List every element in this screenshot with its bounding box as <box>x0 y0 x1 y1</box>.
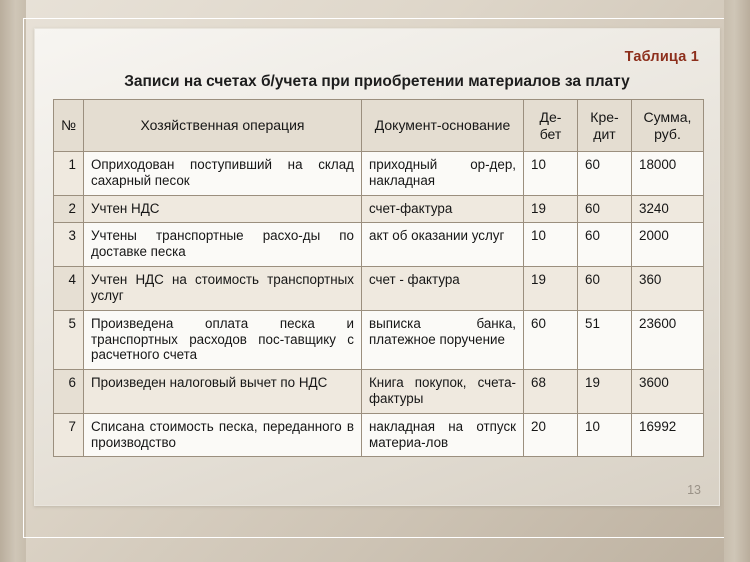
cell-document: выписка банка, платежное поручение <box>362 310 524 369</box>
cell-sum: 360 <box>632 267 704 311</box>
cell-sum: 16992 <box>632 413 704 457</box>
cell-number: 1 <box>54 152 84 196</box>
table-row <box>54 267 704 311</box>
column-header-sum: Сумма, руб. <box>632 100 704 152</box>
cell-credit: 60 <box>578 195 632 223</box>
cell-operation: Списана стоимость песка, переданного в производство <box>84 413 362 457</box>
cell-operation: Произведен налоговый вычет по НДС <box>84 370 362 414</box>
cell-debit: 10 <box>524 152 578 196</box>
cell-credit: 60 <box>578 267 632 311</box>
cell-debit: 19 <box>524 195 578 223</box>
table-caption: Таблица 1 <box>624 49 699 65</box>
cell-operation: Учтен НДС <box>84 195 362 223</box>
cell-document: счет-фактура <box>362 195 524 223</box>
cell-document: Книга покупок, счета-фактуры <box>362 370 524 414</box>
column-header-credit: Кре-дит <box>578 100 632 152</box>
cell-sum: 3600 <box>632 370 704 414</box>
cell-credit: 60 <box>578 223 632 267</box>
column-header-operation: Хозяйственная операция <box>84 100 362 152</box>
cell-document: приходный ор-дер, накладная <box>362 152 524 196</box>
cell-debit: 19 <box>524 267 578 311</box>
cell-sum: 2000 <box>632 223 704 267</box>
cell-sum: 3240 <box>632 195 704 223</box>
cell-document: акт об оказании услуг <box>362 223 524 267</box>
cell-number: 6 <box>54 370 84 414</box>
table-row <box>54 223 704 267</box>
slide-content-panel <box>34 28 720 506</box>
cell-number: 5 <box>54 310 84 369</box>
cell-sum: 23600 <box>632 310 704 369</box>
cell-credit: 19 <box>578 370 632 414</box>
accounting-entries-table <box>53 99 704 457</box>
table-header-row <box>54 100 704 152</box>
cell-number: 2 <box>54 195 84 223</box>
cell-credit: 60 <box>578 152 632 196</box>
page-title: Записи на счетах б/учета при приобретении материалов за плату <box>124 73 630 90</box>
cell-number: 4 <box>54 267 84 311</box>
cell-debit: 10 <box>524 223 578 267</box>
cell-document: накладная на отпуск материа-лов <box>362 413 524 457</box>
cell-credit: 51 <box>578 310 632 369</box>
table-row <box>54 152 704 196</box>
cell-sum: 18000 <box>632 152 704 196</box>
table-body <box>54 152 704 457</box>
cell-operation: Учтены транспортные расхо-ды по доставке песка <box>84 223 362 267</box>
cell-document: счет - фактура <box>362 267 524 311</box>
cell-operation: Оприходован поступивший на склад сахарный песок <box>84 152 362 196</box>
column-header-number: № <box>54 100 84 152</box>
column-header-document: Документ-основание <box>362 100 524 152</box>
cell-operation: Произведена оплата песка и транспортных расходов пос-тавщику с расчетного счета <box>84 310 362 369</box>
table-row <box>54 370 704 414</box>
cell-debit: 20 <box>524 413 578 457</box>
column-header-debit: Де-бет <box>524 100 578 152</box>
table-row <box>54 413 704 457</box>
page-number: 13 <box>687 483 701 497</box>
cell-debit: 68 <box>524 370 578 414</box>
cell-debit: 60 <box>524 310 578 369</box>
cell-number: 3 <box>54 223 84 267</box>
table-row <box>54 195 704 223</box>
cell-operation: Учтен НДС на стоимость транспортных услуг <box>84 267 362 311</box>
cell-credit: 10 <box>578 413 632 457</box>
cell-number: 7 <box>54 413 84 457</box>
table-row <box>54 310 704 369</box>
table-header <box>54 100 704 152</box>
